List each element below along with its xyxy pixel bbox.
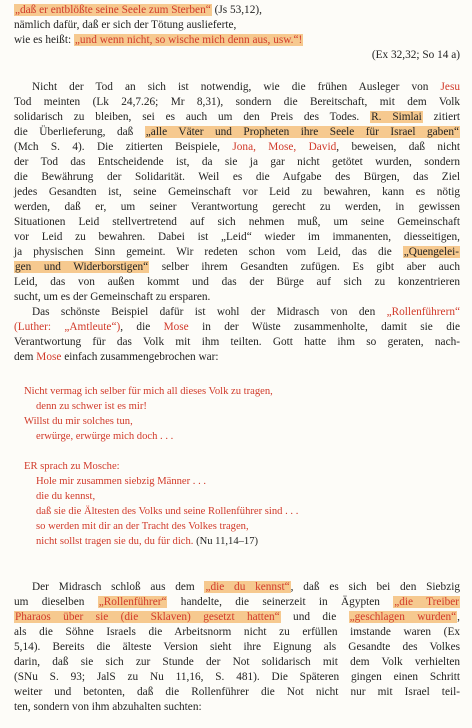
text-line: gen und Widerborstigen“ selber ihrem Gesandten zufügen. Es gibt aber auch xyxy=(15,261,460,273)
poem-line: daß sie die Ältesten des Volks und seine Rollenführer sind . . . xyxy=(36,506,299,517)
highlighted-quote: „Quengelei- xyxy=(403,246,459,258)
text-line: nämlich dafür, daß er sich der Tötung auslieferte, xyxy=(14,19,237,31)
poem-line: Hole mir zusammen siebzig Männer . . . xyxy=(36,476,207,487)
red-names: Jona, Mose, David xyxy=(232,141,337,153)
highlighted-quote: Pharaos über sie (die Sklaven) gesetzt hatten“ xyxy=(15,611,280,623)
text-line: weiter und betonten, daß die Rollenführer die Not nicht nur mit Israel teil- xyxy=(14,686,460,698)
red-name: Jesu xyxy=(440,81,460,93)
highlighted-name: R. Simlai xyxy=(371,111,422,123)
text-line: Der Midrasch schloß aus dem „die du kennst“, daß es sich bei den Siebzig xyxy=(32,581,461,593)
highlighted-quote: „die du kennst“ xyxy=(205,581,290,593)
text-line: dem Mose einfach zusammengebrochen war: xyxy=(14,351,219,363)
red-name: Mose xyxy=(36,351,62,363)
text-line: (Mch S. 4). Die zitierten Beispiele, Jona, Mose, David, beweisen, daß nicht xyxy=(14,141,461,153)
highlighted-quote: „alle Väter und Propheten ihre Seele für Israel gaben“ xyxy=(145,126,459,138)
text-line: Situationen Leid stellvertretend auf sich nehmen muß, um seine Gemeinschaft xyxy=(14,216,460,228)
scripture-ref: (Ex 32,32; So 14 a) xyxy=(371,49,460,61)
red-name: Mose xyxy=(163,321,189,333)
quote-line: wie es heißt: „und wenn nicht, so wische mich denn aus, usw.“! xyxy=(14,34,303,46)
text-line: jedes Gesandten ist, seine Gemeinschaft vor Leid zu bewahren, kann es nötig xyxy=(14,186,460,198)
text-line: darin, daß sie sich zur Stunde der Not solidarisch mit dem Volk verhielten xyxy=(14,656,460,668)
poem-line: so werden mit dir an der Tracht des Volkes tragen, xyxy=(36,521,249,532)
text-line: der Tod das Entscheidende ist, da sie ja gar nicht getötet wurden, sondern xyxy=(14,156,460,168)
poem-line: denn zu schwer ist es mir! xyxy=(36,401,147,412)
highlighted-quote: „daß er entblößte seine Seele zum Sterben“ xyxy=(15,4,211,16)
scripture-ref: (Nu 11,14–17) xyxy=(196,536,259,547)
text-line: ja physischen Sinn gemeint. Wir redeten schon vom Leid, das die „Quengelei- xyxy=(14,246,459,258)
text-line: Leid, das von außen kommt und das der Bürge auf sich zu konzentrieren xyxy=(14,276,460,288)
text-line: Tod meinten (Lk 24,7.26; Mr 8,31), sondern die Bereitschaft, mit dem Volk xyxy=(14,96,460,108)
poem-line: die du kennst, xyxy=(36,491,96,502)
text-line: (Luther: „Amtleute“), die Mose in der Wüste zusammenholte, damit sie die xyxy=(14,321,460,333)
highlighted-quote: „geschlagen wurden“ xyxy=(349,611,457,623)
text-line: um dieselben „Rollenführer“ handelte, die seinerzeit in Ägypten „die Treiber xyxy=(14,596,460,608)
text-line: die Bewährung der Solidarität. Weil es die Aufgabe des Bürgen, das Ziel xyxy=(14,171,460,183)
text-line: ten, sondern von ihm abzuhalten suchten: xyxy=(14,701,202,713)
text-line: Das schönste Beispiel dafür ist wohl der Midrasch von den „Rollenführern“ xyxy=(32,306,460,318)
poem-line: Nicht vermag ich selber für mich all dieses Volk zu tragen, xyxy=(24,386,273,397)
red-term: (Luther: „Amtleute“) xyxy=(14,321,121,333)
text-line: solidarisch zu bleiben, sei es auch um den Preis des Todes. R. Simlai zitiert xyxy=(14,111,461,123)
text-line: werden, daß er, um seiner Verantwortung gerecht zu werden, in gewissen xyxy=(14,201,460,213)
highlighted-term: „Rollenführer“ xyxy=(98,596,167,608)
poem-line: nicht sollst tragen sie du, du für dich. (Nu 11,14–17) xyxy=(36,536,259,547)
poem-line: erwürge, erwürge mich doch . . . xyxy=(36,431,174,442)
highlighted-quote: „die Treiber xyxy=(394,596,460,608)
text-line: als die Söhne Israels die Arbeitsnorm nicht zu erfüllen imstande waren (Ex xyxy=(14,626,460,638)
text-line: die Überlieferung, daß „alle Väter und Propheten ihre Seele für Israel gaben“ xyxy=(14,126,459,138)
highlighted-quote: gen und Widerborstigen“ xyxy=(15,261,149,273)
red-term: „Rollenführern“ xyxy=(386,306,460,318)
text-line: Nicht der Tod an sich ist notwendig, wie die frühen Ausleger von Jesu xyxy=(32,81,460,93)
text-line: sucht, um es der Gemeinschaft zu ersparen. xyxy=(14,291,211,303)
highlighted-quote: „und wenn nicht, so wische mich denn aus, usw.“! xyxy=(74,34,303,46)
text-line: vor Leid zu bewahren. Dabei ist „Leid“ wieder im immanenten, diesseitigen, xyxy=(14,231,460,243)
text-line: 5,14). Bereits die älteste Version sieht ihre Eignung als Gesandte des Volkes xyxy=(14,641,460,653)
poem-line: ER sprach zu Mosche: xyxy=(24,461,120,472)
scripture-ref: (Js 53,12), xyxy=(214,4,262,16)
text-line: (SNu S. 93; JalS zu Nu 11,16, S. 481). Die Späteren gingen einen Schritt xyxy=(14,671,460,683)
poem-line: Willst du mir solches tun, xyxy=(24,416,133,427)
text-line: Pharaos über sie (die Sklaven) gesetzt hatten“ und die „geschlagen wurden“, xyxy=(15,611,460,623)
quote-line xyxy=(14,3,460,18)
text-line: Verantwortung für das Volk mit ihm teilten. Gott hatte ihm so geraten, nach- xyxy=(14,336,460,348)
